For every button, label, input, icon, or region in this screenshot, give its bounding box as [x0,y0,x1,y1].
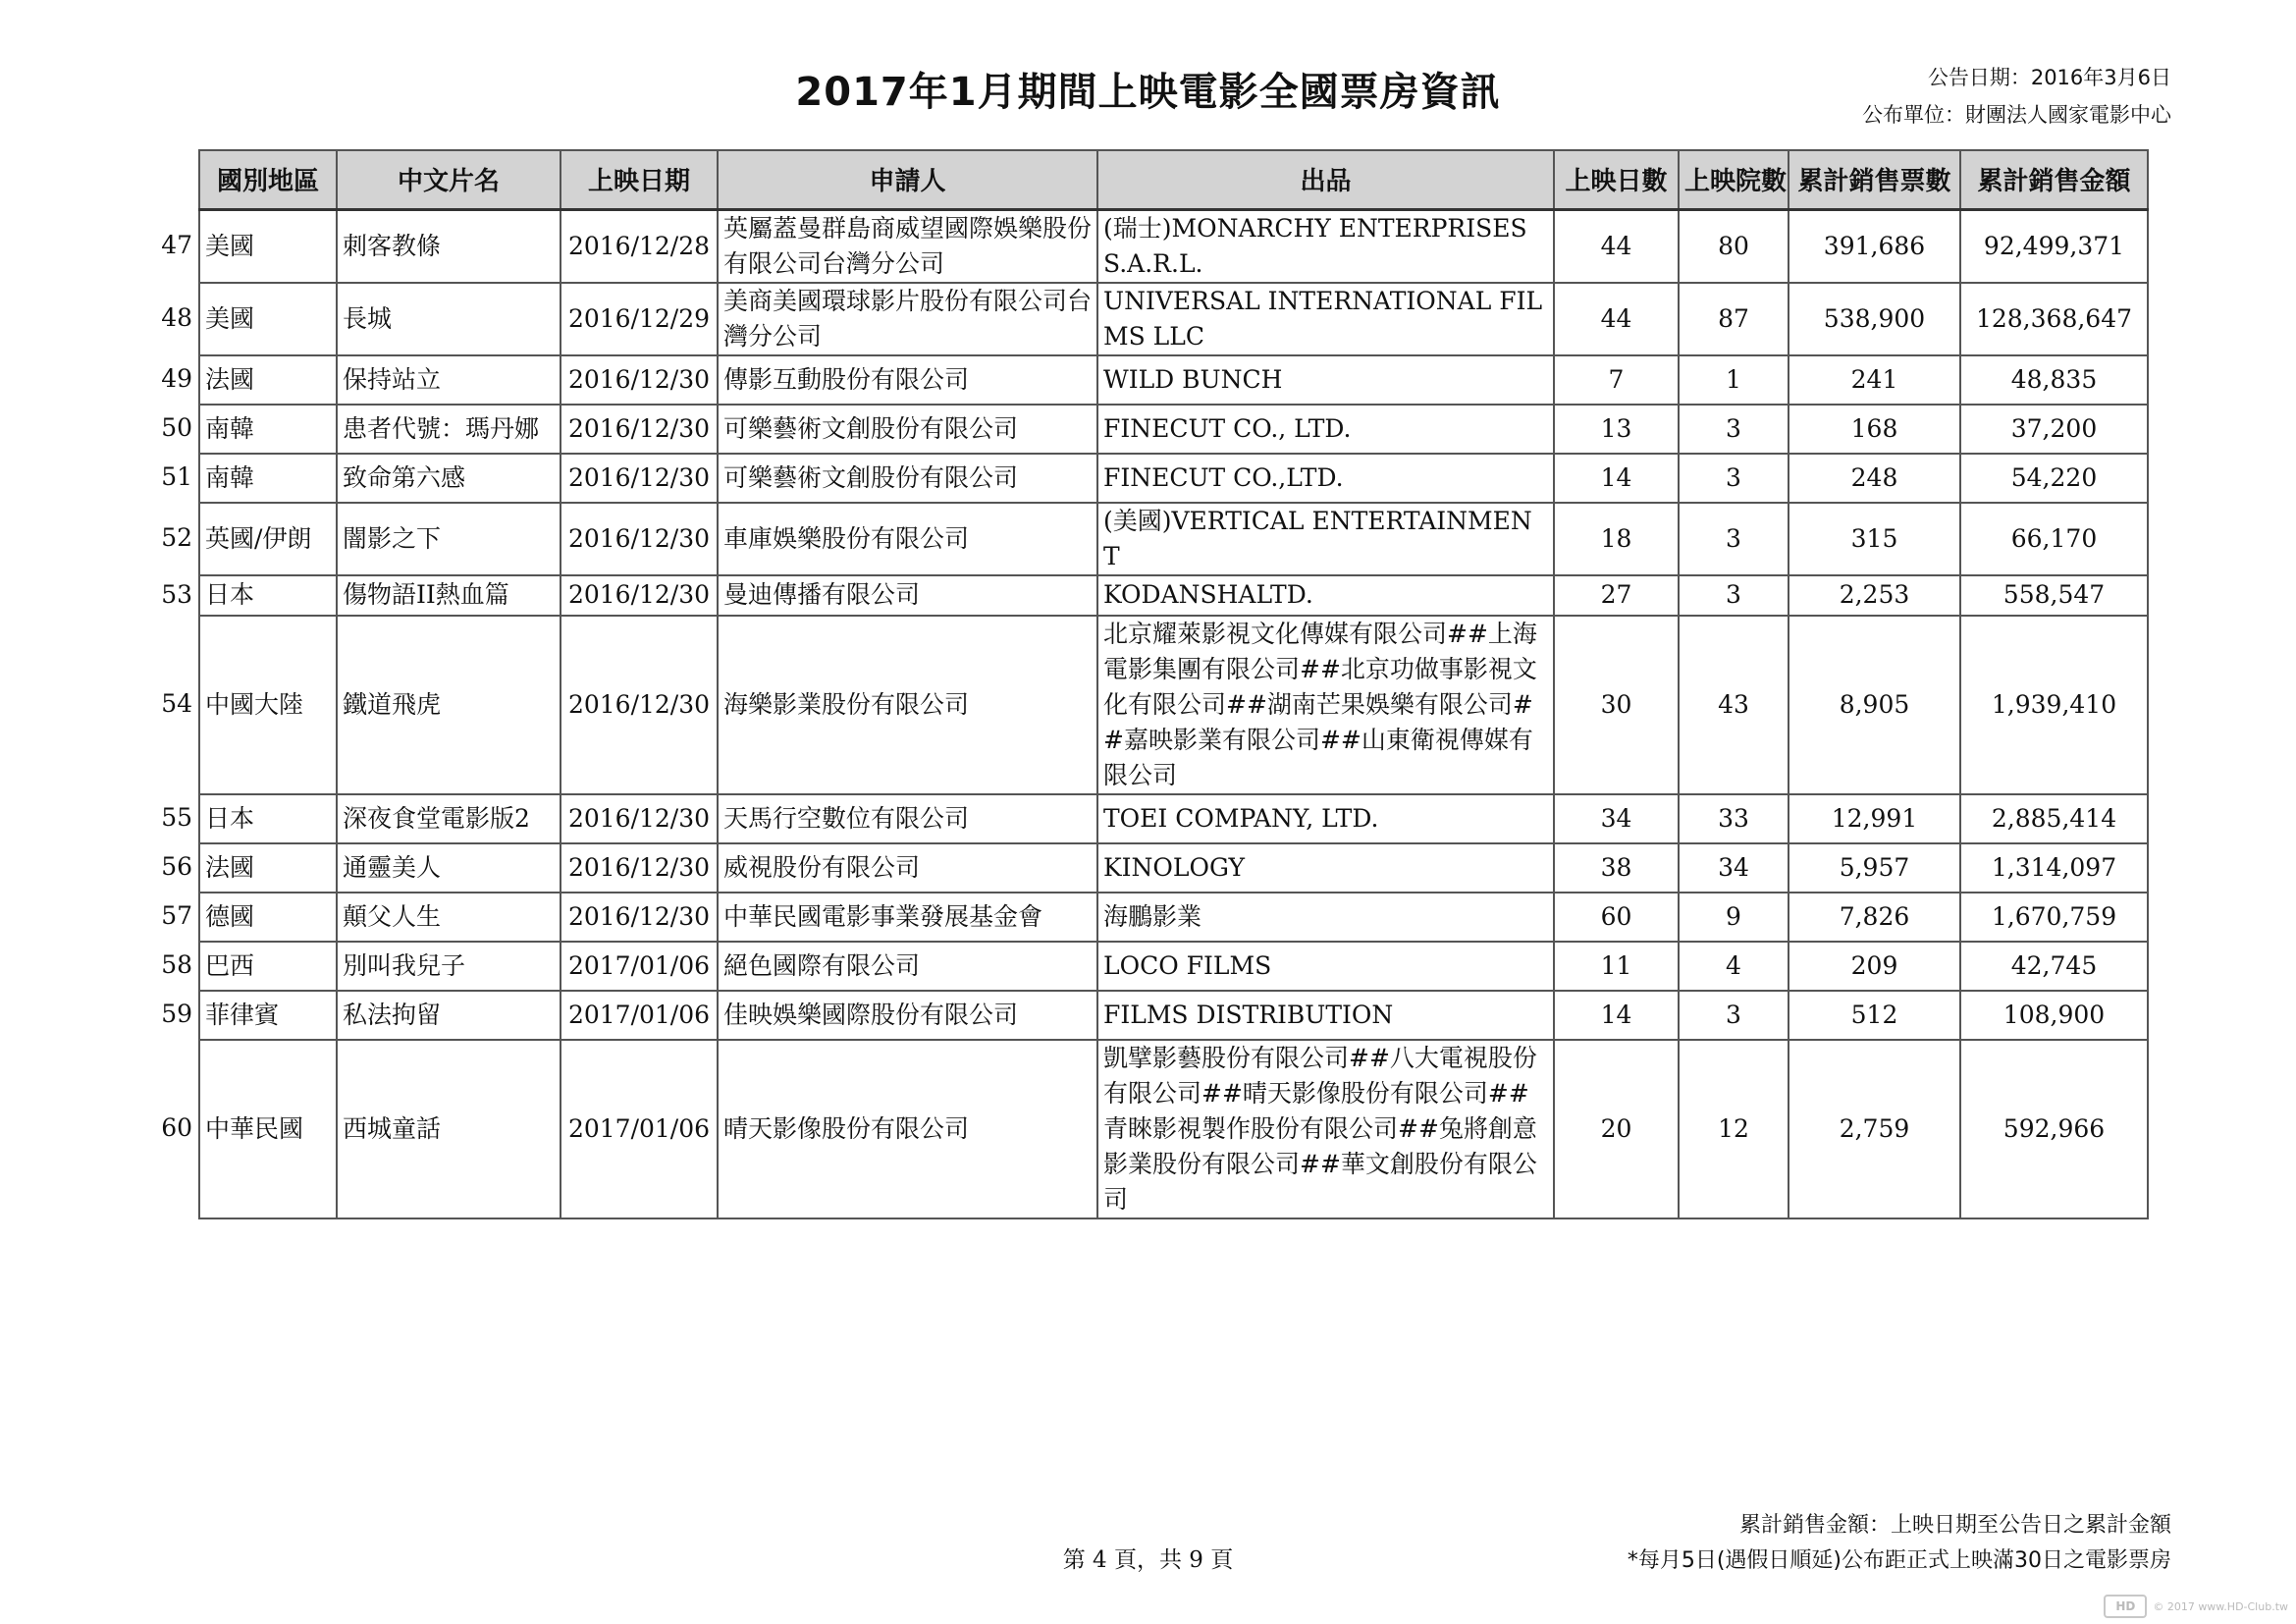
watermark-text: © 2017 www.HD-Club.tw [2153,1599,2288,1613]
cell-theaters: 3 [1679,503,1789,575]
cell-tickets: 2,253 [1789,575,1960,616]
row-number: 59 [161,1000,192,1028]
row-number: 48 [161,303,192,332]
table-row [199,283,2148,355]
cell-days: 60 [1554,893,1679,942]
cell-days: 38 [1554,843,1679,893]
cell-amount: 1,314,097 [1960,843,2148,893]
cell-days: 7 [1554,355,1679,405]
cell-theaters: 4 [1679,942,1789,991]
cell-applicant: 天馬行空數位有限公司 [718,794,1097,843]
cell-days: 44 [1554,283,1679,355]
row-number: 52 [161,523,192,552]
cell-theaters: 12 [1679,1040,1789,1218]
cell-applicant: 晴天影像股份有限公司 [718,1040,1097,1218]
cell-days: 13 [1554,405,1679,454]
cell-applicant: 傳影互動股份有限公司 [718,355,1097,405]
cell-title: 患者代號：瑪丹娜 [337,405,561,454]
cell-theaters: 34 [1679,843,1789,893]
table-row [199,616,2148,794]
cell-country: 法國 [199,355,337,405]
table-row [199,575,2148,616]
cell-amount: 2,885,414 [1960,794,2148,843]
cell-producer: UNIVERSAL INTERNATIONAL FILMS LLC [1097,283,1554,355]
cell-producer: (瑞士)MONARCHY ENTERPRISES S.A.R.L. [1097,209,1554,283]
col-header-producer: 出品 [1097,150,1554,209]
row-number: 51 [161,462,192,491]
page-title: 2017年1月期間上映電影全國票房資訊 [795,70,1501,115]
cell-tickets: 241 [1789,355,1960,405]
cell-tickets: 248 [1789,454,1960,503]
table-row [199,1040,2148,1218]
cell-producer: FINECUT CO., LTD. [1097,405,1554,454]
cell-title: 深夜食堂電影版2 [337,794,561,843]
row-number: 58 [161,950,192,979]
cell-producer: WILD BUNCH [1097,355,1554,405]
box-office-table [198,149,2149,1219]
row-number: 53 [161,579,192,609]
table-row [199,942,2148,991]
row-number: 49 [161,364,192,393]
cell-tickets: 209 [1789,942,1960,991]
cell-tickets: 12,991 [1789,794,1960,843]
col-header-tickets: 累計銷售票數 [1789,150,1960,209]
announce-date: 公告日期：2016年3月6日 [1927,66,2171,89]
cell-title: 西城童話 [337,1040,561,1218]
cell-theaters: 3 [1679,991,1789,1040]
cell-country: 中國大陸 [199,616,337,794]
cell-release-date: 2016/12/30 [561,794,718,843]
cell-release-date: 2017/01/06 [561,1040,718,1218]
table-row [199,454,2148,503]
cell-amount: 92,499,371 [1960,209,2148,283]
cell-title: 長城 [337,283,561,355]
cell-producer: FILMS DISTRIBUTION [1097,991,1554,1040]
cell-days: 11 [1554,942,1679,991]
table-row [199,355,2148,405]
table-row [199,893,2148,942]
table-row [199,843,2148,893]
cell-applicant: 威視股份有限公司 [718,843,1097,893]
cell-tickets: 538,900 [1789,283,1960,355]
cell-release-date: 2016/12/30 [561,355,718,405]
cell-applicant: 中華民國電影事業發展基金會 [718,893,1097,942]
cell-title: 保持站立 [337,355,561,405]
col-header-applicant: 申請人 [718,150,1097,209]
cell-tickets: 5,957 [1789,843,1960,893]
cell-release-date: 2016/12/30 [561,405,718,454]
table-row [199,503,2148,575]
cell-applicant: 佳映娛樂國際股份有限公司 [718,991,1097,1040]
cell-days: 44 [1554,209,1679,283]
cell-title: 別叫我兒子 [337,942,561,991]
cell-country: 日本 [199,575,337,616]
cell-producer: FINECUT CO.,LTD. [1097,454,1554,503]
cell-theaters: 3 [1679,454,1789,503]
table-row [199,209,2148,283]
col-header-country: 國別地區 [199,150,337,209]
cell-country: 南韓 [199,405,337,454]
cell-producer: 凱擘影藝股份有限公司##八大電視股份有限公司##晴天影像股份有限公司##青睞影視製作股份有限公司##兔將創意影業股份有限公司##華文創股份有限公司 [1097,1040,1554,1218]
cell-release-date: 2016/12/28 [561,209,718,283]
cell-days: 30 [1554,616,1679,794]
cell-theaters: 1 [1679,355,1789,405]
cell-release-date: 2016/12/30 [561,843,718,893]
cell-amount: 108,900 [1960,991,2148,1040]
cell-country: 中華民國 [199,1040,337,1218]
cell-producer: 北京耀萊影視文化傳媒有限公司##上海電影集團有限公司##北京功做事影視文化有限公司##湖南芒果娛樂有限公司##嘉映影業有限公司##山東衛視傳媒有限公司 [1097,616,1554,794]
cell-producer: (美國)VERTICAL ENTERTAINMENT [1097,503,1554,575]
cell-tickets: 2,759 [1789,1040,1960,1218]
table-body [199,209,2148,1218]
cell-tickets: 8,905 [1789,616,1960,794]
cell-release-date: 2017/01/06 [561,991,718,1040]
cell-theaters: 80 [1679,209,1789,283]
col-header-theaters: 上映院數 [1679,150,1789,209]
page-number: 第 4 頁，共 9 頁 [1062,1547,1234,1573]
cell-amount: 558,547 [1960,575,2148,616]
cell-days: 18 [1554,503,1679,575]
cell-days: 20 [1554,1040,1679,1218]
cell-country: 德國 [199,893,337,942]
cell-days: 34 [1554,794,1679,843]
cell-release-date: 2017/01/06 [561,942,718,991]
cell-title: 顛父人生 [337,893,561,942]
cell-title: 致命第六感 [337,454,561,503]
cell-theaters: 9 [1679,893,1789,942]
cell-theaters: 43 [1679,616,1789,794]
cell-theaters: 87 [1679,283,1789,355]
col-header-title: 中文片名 [337,150,561,209]
cell-producer: LOCO FILMS [1097,942,1554,991]
table-row [199,991,2148,1040]
row-number: 60 [161,1113,192,1142]
cell-tickets: 315 [1789,503,1960,575]
cell-release-date: 2016/12/30 [561,503,718,575]
cell-country: 菲律賓 [199,991,337,1040]
table-row [199,794,2148,843]
cell-applicant: 車庫娛樂股份有限公司 [718,503,1097,575]
cell-amount: 37,200 [1960,405,2148,454]
cell-amount: 48,835 [1960,355,2148,405]
cell-title: 刺客教條 [337,209,561,283]
cell-country: 法國 [199,843,337,893]
cell-applicant: 可樂藝術文創股份有限公司 [718,454,1097,503]
cell-release-date: 2016/12/30 [561,616,718,794]
publisher: 公布單位：財團法人國家電影中心 [1862,103,2171,127]
cell-applicant: 曼迪傳播有限公司 [718,575,1097,616]
cell-release-date: 2016/12/30 [561,893,718,942]
col-header-amount: 累計銷售金額 [1960,150,2148,209]
footnote-publish-schedule: *每月5日(遇假日順延)公布距正式上映滿30日之電影票房 [1627,1548,2171,1573]
cell-producer: KODANSHALTD. [1097,575,1554,616]
cell-days: 14 [1554,454,1679,503]
cell-country: 南韓 [199,454,337,503]
cell-country: 日本 [199,794,337,843]
cell-amount: 1,670,759 [1960,893,2148,942]
cell-producer: 海鵬影業 [1097,893,1554,942]
row-number: 54 [161,689,192,718]
cell-amount: 66,170 [1960,503,2148,575]
col-header-release-date: 上映日期 [561,150,718,209]
col-header-days: 上映日數 [1554,150,1679,209]
publication-meta [1862,59,2171,134]
cell-amount: 54,220 [1960,454,2148,503]
row-number: 55 [161,803,192,832]
watermark [2104,1595,2288,1618]
cell-release-date: 2016/12/30 [561,575,718,616]
row-number: 47 [161,230,192,259]
cell-applicant: 英屬蓋曼群島商威望國際娛樂股份有限公司台灣分公司 [718,209,1097,283]
cell-amount: 1,939,410 [1960,616,2148,794]
cell-country: 巴西 [199,942,337,991]
cell-applicant: 可樂藝術文創股份有限公司 [718,405,1097,454]
cell-country: 美國 [199,283,337,355]
cell-title: 私法拘留 [337,991,561,1040]
cell-applicant: 美商美國環球影片股份有限公司台灣分公司 [718,283,1097,355]
cell-title: 傷物語II熱血篇 [337,575,561,616]
cell-days: 27 [1554,575,1679,616]
cell-producer: TOEI COMPANY, LTD. [1097,794,1554,843]
cell-release-date: 2016/12/30 [561,454,718,503]
cell-amount: 592,966 [1960,1040,2148,1218]
cell-country: 美國 [199,209,337,283]
row-number: 57 [161,901,192,930]
table-row [199,405,2148,454]
box-office-table-wrapper [198,149,2147,1219]
footnote-amount-definition: 累計銷售金額：上映日期至公告日之累計金額 [1738,1513,2171,1538]
row-number: 56 [161,852,192,881]
cell-title: 通靈美人 [337,843,561,893]
cell-tickets: 391,686 [1789,209,1960,283]
row-number-column [137,149,192,1218]
cell-theaters: 3 [1679,575,1789,616]
cell-release-date: 2016/12/29 [561,283,718,355]
hd-club-logo-icon: HD [2104,1595,2147,1618]
cell-theaters: 33 [1679,794,1789,843]
cell-applicant: 海樂影業股份有限公司 [718,616,1097,794]
cell-days: 14 [1554,991,1679,1040]
cell-amount: 42,745 [1960,942,2148,991]
table-header-row [199,150,2148,209]
cell-title: 闇影之下 [337,503,561,575]
cell-applicant: 絕色國際有限公司 [718,942,1097,991]
cell-tickets: 7,826 [1789,893,1960,942]
cell-producer: KINOLOGY [1097,843,1554,893]
cell-title: 鐵道飛虎 [337,616,561,794]
cell-theaters: 3 [1679,405,1789,454]
cell-country: 英國/伊朗 [199,503,337,575]
cell-tickets: 168 [1789,405,1960,454]
cell-tickets: 512 [1789,991,1960,1040]
row-number: 50 [161,413,192,442]
cell-amount: 128,368,647 [1960,283,2148,355]
